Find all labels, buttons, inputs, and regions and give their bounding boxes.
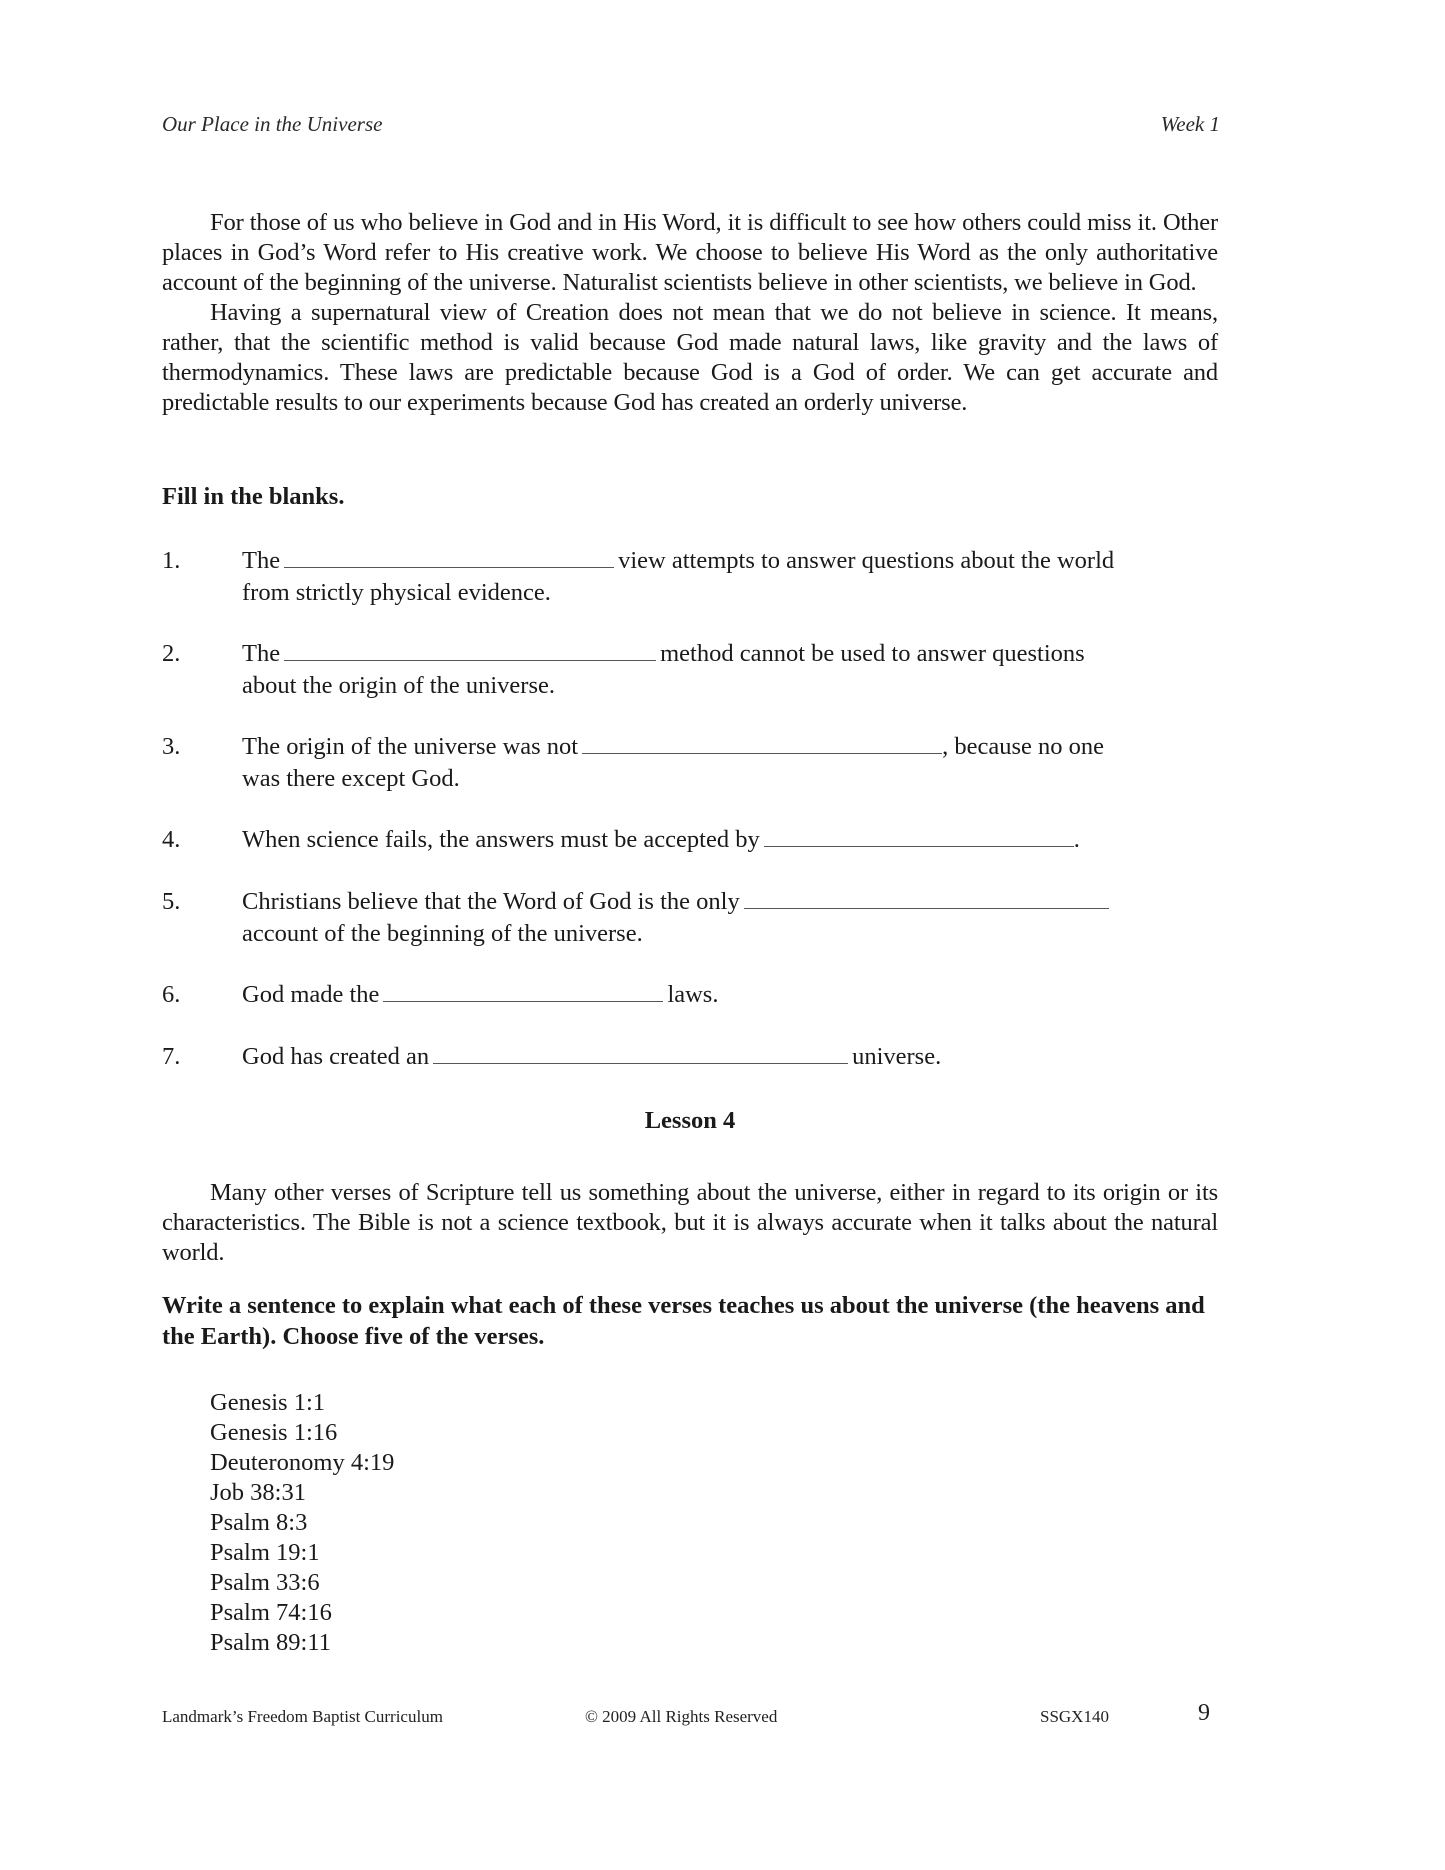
question-text-before: The origin of the universe was not: [242, 733, 579, 760]
question-text-before: God made the: [242, 981, 380, 1008]
question-number: 4.: [162, 826, 181, 853]
verse-reference: Psalm 19:1: [210, 1539, 320, 1566]
answer-blank[interactable]: [582, 731, 942, 754]
fill-in-instruction: Fill in the blanks.: [162, 483, 345, 510]
question-text-before: When science fails, the answers must be accepted by: [242, 826, 760, 853]
question-text-after: , because no one: [942, 733, 1105, 760]
question-text-line2: about the origin of the universe.: [242, 672, 555, 699]
lesson-intro: [162, 1178, 1218, 1268]
verse-reference: Genesis 1:16: [210, 1419, 338, 1446]
lesson-paragraph: Many other verses of Scripture tell us something about the universe, either in regard to its origin or its characteristics. The Bible is not a science textbook, but it is always accurate when it talks about the natural world.: [162, 1179, 1218, 1266]
question-text-before: The: [242, 547, 281, 574]
verse-reference: Psalm 33:6: [210, 1569, 320, 1596]
question-text-after: view attempts to answer questions about the world: [618, 547, 1115, 574]
verse-reference: Psalm 74:16: [210, 1599, 332, 1626]
answer-blank[interactable]: [383, 979, 663, 1002]
question-text-before: Christians believe that the Word of God is the only: [242, 888, 740, 915]
footer-publisher: Landmark’s Freedom Baptist Curriculum: [162, 1707, 443, 1726]
write-instruction: Write a sentence to explain what each of these verses teaches us about the universe (the heavens and the Earth). Choose five of the verses.: [162, 1292, 1205, 1350]
verse-reference: Genesis 1:1: [210, 1389, 325, 1416]
answer-blank[interactable]: [284, 545, 614, 568]
footer-code: SSGX140: [1040, 1707, 1109, 1726]
question-number: 5.: [162, 888, 181, 915]
question-text-line2: was there except God.: [242, 765, 460, 792]
question-number: 6.: [162, 981, 181, 1008]
lesson-heading: Lesson 4: [644, 1107, 736, 1134]
answer-blank[interactable]: [764, 824, 1074, 847]
verse-reference: Psalm 89:11: [210, 1629, 331, 1656]
verse-reference: Deuteronomy 4:19: [210, 1449, 395, 1476]
question-text-after: universe.: [852, 1043, 942, 1070]
answer-blank[interactable]: [744, 886, 1109, 909]
answer-blank[interactable]: [433, 1041, 848, 1064]
verse-reference: Psalm 8:3: [210, 1509, 308, 1536]
intro-paragraph: Having a supernatural view of Creation does not mean that we do not believe in science. It means, rather, that the scientific method is valid because God made natural laws, like gravity and the laws of thermodynamics. These laws are predictable because God is a God of order. We can get accurate and predictable results to our experiments because God has created an orderly universe.: [162, 299, 1218, 416]
answer-blank[interactable]: [284, 638, 656, 661]
question-number: 7.: [162, 1043, 181, 1070]
running-header-title: Our Place in the Universe: [162, 112, 383, 136]
intro-paragraph: For those of us who believe in God and in His Word, it is difficult to see how others could miss it. Other places in God’s Word refer to His creative work. We choose to believe His Word as the only authoritative account of the beginning of the universe. Naturalist scientists believe in other scientists, we believe in God.: [162, 209, 1218, 296]
question-number: 1.: [162, 547, 181, 574]
intro-section: [162, 208, 1218, 418]
question-text-before: The: [242, 640, 281, 667]
question-text-before: God has created an: [242, 1043, 430, 1070]
question-text-line2: account of the beginning of the universe.: [242, 920, 643, 947]
question-text-after: laws.: [667, 981, 719, 1008]
footer-copyright: © 2009 All Rights Reserved: [585, 1707, 778, 1726]
question-number: 3.: [162, 733, 181, 760]
verse-reference: Job 38:31: [210, 1479, 306, 1506]
question-text-after: method cannot be used to answer questions: [660, 640, 1085, 667]
verse-list: [210, 1388, 394, 1658]
question-text-after: .: [1073, 826, 1080, 853]
running-header-week: Week 1: [1160, 112, 1220, 136]
page-number: 9: [1198, 1700, 1210, 1726]
question-text-line2: from strictly physical evidence.: [242, 579, 551, 606]
question-number: 2.: [162, 640, 181, 667]
